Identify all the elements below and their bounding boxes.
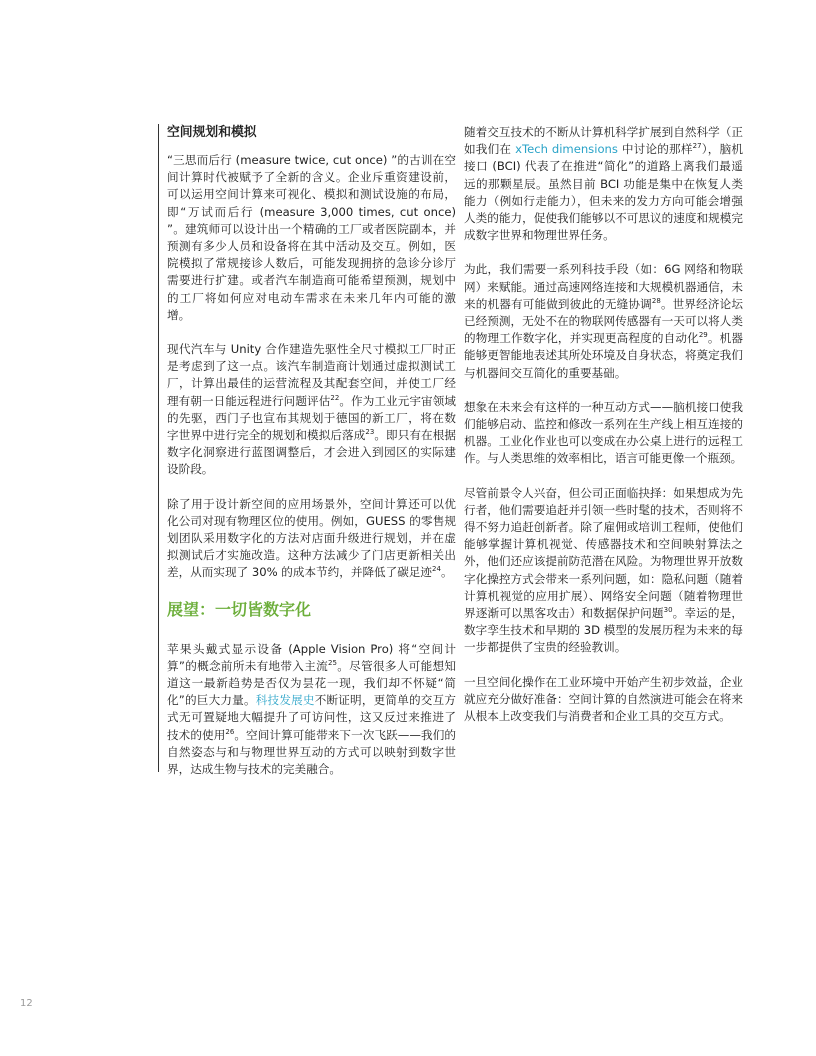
- paragraph-text: 除了用于设计新空间的应用场景外，空间计算还可以优化公司对现有物理区位的使用。例如，GUESS 的零售规划团队采用数字化的方法对店面升级进行规划，并在虚拟测试后才实施改造。这种方法减少了门店更新相关出差，从而实现了 30% 的成本节约，并降低了碳足迹: [167, 496, 456, 580]
- paragraph-text: 不断证明，更简单的交互方式无可置疑地大幅提升了可访问性，这又反过来推进了技术的使用: [167, 693, 456, 742]
- section-heading-outlook: 展望：一切皆数字化: [167, 599, 312, 619]
- paragraph-text: ），脑机接口 (BCI) 代表了在推进“简化”的道路上离我们最遥远的那颗星辰。虽然目前 BCI 功能是集中在恢复人类能力（例如行走能力），但未来的发力方向可能会增强人类的能力，促使我们能够以不可思议的速度和规模完成数字世界和物理世界任务。: [464, 142, 743, 243]
- footnote-ref[interactable]: 27: [692, 142, 702, 151]
- right-column: [464, 124, 743, 742]
- footnote-ref[interactable]: 28: [651, 296, 661, 305]
- section-heading-spatial-planning: 空间规划和模拟: [167, 125, 257, 140]
- paragraph: [464, 399, 743, 468]
- paragraph-text: 随着交互技术的不断从计算机科学扩展到自然科学（正如我们在: [464, 125, 743, 157]
- paragraph-text: 中讨论的那样: [617, 142, 693, 157]
- left-column: [158, 124, 456, 777]
- paragraph-text: 为此，我们需要一系列科技手段（如：6G 网络和物联网）来赋能。通过高速网络连接和大规模机器通信，未来的机器有可能做到彼此的无缝协调: [464, 262, 743, 311]
- paragraph-text: 苹果头戴式显示设备 (Apple Vision Pro) 将“空间计算”的概念前所未有地带入主流: [167, 641, 456, 673]
- paragraph-text: 现代汽车与 Unity 合作建造先驱性全尺寸模拟工厂时正是考虑到了这一点。该汽车制造商计划通过虚拟测试工厂，计算出最佳的运营流程及其配套空间，并使工厂经理有朝一日能远程进行问题评估: [167, 342, 456, 408]
- footnote-ref[interactable]: 25: [328, 659, 337, 668]
- footnote-ref[interactable]: 24: [432, 565, 441, 574]
- paragraph-text: 。即只有在根据数字化洞察进行蓝图调整后，才会进入到园区的实际建设阶段。: [167, 428, 456, 477]
- footnote-ref[interactable]: 22: [330, 393, 340, 402]
- paragraph-text: 。: [440, 565, 453, 580]
- page-number: 12: [20, 998, 33, 1009]
- footnote-ref[interactable]: 26: [225, 727, 235, 736]
- paragraph-text: “三思而后行 (measure twice, cut once) ”的古训在空间计算时代被赋予了全新的含义。企业斥重资建设前，可以运用空间计算来可视化、模拟和测试设施的布局，即“万试而后行 (measure 3,000 times, cut once) ”。建筑师可以设计出一个精确的工厂或者医院副本，并预测有多少人员和设备将在其中活动及交互。例如，医院模拟了常规接诊人数后，可能发现拥挤的急诊分诊厅需要进行扩建。或者汽车制造商可能希望预测，规划中的工厂将如何应对电动车需求在未来几年内可能的激增。: [167, 153, 456, 322]
- paragraph-text: 想象在未来会有这样的一种互动方式——脑机接口使我们能够启动、监控和修改一系列在生产线上相互连接的机器。工业化作业也可以变成在办公桌上进行的远程工作。与人类思维的效率相比，语言可能更像一个瓶颈。: [464, 399, 743, 466]
- tech-history-link[interactable]: 科技发展史: [255, 693, 315, 708]
- paragraph-text: 。机器能够更智能地表述其所处环境及自身状态，将奠定我们与机器间交互简化的重要基础。: [464, 331, 743, 380]
- paragraph: [167, 341, 456, 479]
- paragraph-text: 。作为工业元宇宙领域的先驱，西门子也宣布其规划于德国的新工厂，将在数字世界中进行完全的规划和模拟后落成: [167, 393, 456, 443]
- paragraph: [464, 124, 743, 244]
- paragraph: [464, 485, 743, 657]
- footnote-ref[interactable]: 29: [698, 331, 708, 340]
- paragraph: [167, 152, 456, 324]
- paragraph-text: 。空间计算可能带来下一次飞跃——我们的自然姿态与和与物理世界互动的方式可以映射到数字世界，达成生物与技术的完美融合。: [167, 727, 456, 777]
- paragraph: [167, 496, 456, 582]
- paragraph-text: 。幸运的是，数字孪生技术和早期的 3D 模型的发展历程为未来的每一步都提供了宝贵的经验教训。: [464, 606, 743, 655]
- xtech-dimensions-link[interactable]: xTech dimensions: [515, 142, 618, 157]
- paragraph-text: 。尽管很多人可能想知道这一最新趋势是否仅为昙花一现，我们却不怀疑“简化”的巨大力量。: [167, 658, 456, 708]
- paragraph-text: 。世界经济论坛已经预测，无处不在的物联网传感器有一天可以将人类的物理工作数字化，并实现更高程度的自动化: [464, 296, 743, 346]
- footnote-ref[interactable]: 23: [365, 428, 375, 437]
- footnote-ref[interactable]: 30: [663, 606, 673, 615]
- paragraph: [167, 641, 456, 779]
- paragraph: [464, 674, 743, 726]
- paragraph: [464, 261, 743, 381]
- paragraph-text: 尽管前景令人兴奋，但公司正面临抉择：如果想成为先行者，他们需要追赶并引领一些时髦的技术，否则将不得不努力追赶创新者。除了雇佣或培训工程师，使他们能够掌握计算机视觉、传感器技术和空间映射算法之外，他们还应该提前防范潜在风险。为物理世界开放数字化操控方式会带来一系列问题，如：隐私问题（随着计算机视觉的应用扩展）、网络安全问题（随着物理世界逐渐可以黑客攻击）和数据保护问题: [464, 485, 743, 621]
- paragraph-text: 一旦空间化操作在工业环境中开始产生初步效益，企业就应充分做好准备：空间计算的自然演进可能会在将来从根本上改变我们与消费者和企业工具的交互方式。: [464, 674, 743, 724]
